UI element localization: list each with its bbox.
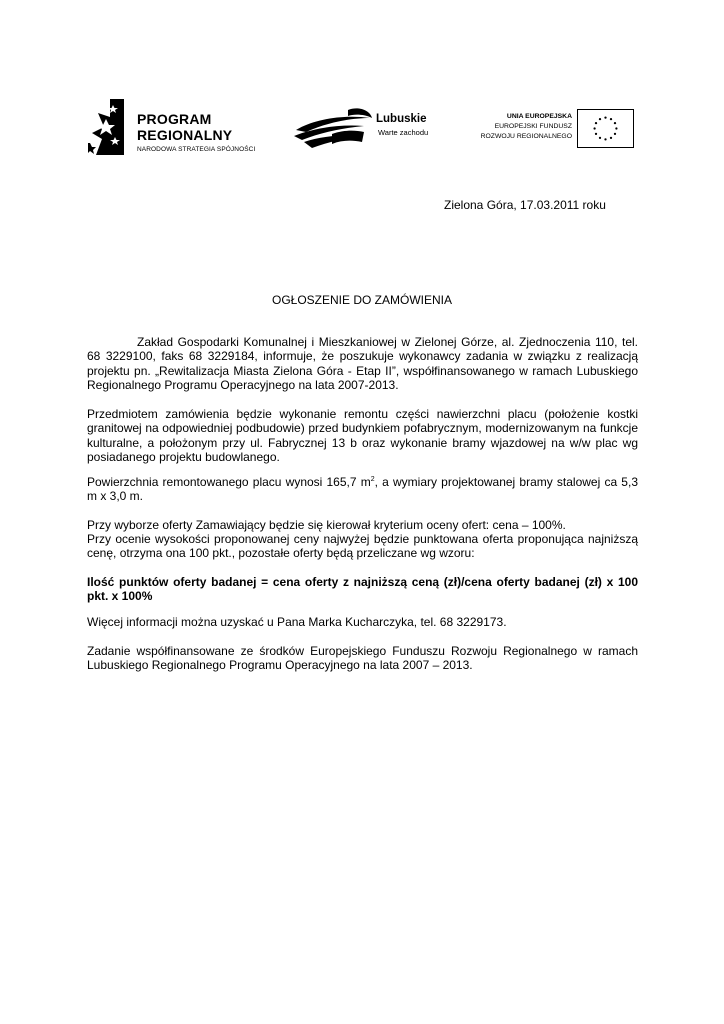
date-line: Zielona Góra, 17.03.2011 roku (444, 198, 606, 212)
eu-logo (464, 106, 634, 150)
lubuskie-tagline: Warte zachodu (378, 128, 429, 137)
logo-bar (88, 96, 634, 158)
paragraph-formula: Ilość punktów oferty badanej = cena oferty z najniższą ceną (zł)/cena oferty badanej (zł) x 100 pkt. x 100% (87, 575, 638, 604)
paragraph-area (87, 475, 638, 504)
area-superscript: 2 (370, 476, 375, 483)
eu-logo-line2: EUROPEJSKI FUNDUSZ (494, 123, 572, 130)
area-text-after: , a wymiary projektowanej bramy stalowej ca 5,3 m x 3,0 m. (87, 475, 638, 504)
area-text-before: Powierzchnia remontowanego placu wynosi 165,7 m (87, 475, 371, 489)
paragraph-intro: Zakład Gospodarki Komunalnej i Mieszkaniowej w Zielonej Górze, al. Zjednoczenia 110, tel. 68 3229100, faks 68 3229184, informuje, że poszukuje wykonawcy zadania w związku z realizacją projektu pn. „Rewitalizacja Miasta Zielona Góra - Etap II”, współfinansowanego w ramach Lubuskiego Regionalnego Programu Operacyjnego na lata 2007-2013. (87, 335, 638, 393)
program-regionalny-emblem-icon (88, 99, 124, 155)
paragraph-funding: Zadanie współfinansowane ze środków Europejskiego Funduszu Rozwoju Regionalnego w ramach Lubuskiego Regionalnego Programu Operacyjnego na lata 2007 – 2013. (87, 644, 638, 673)
lubuskie-emblem-icon (292, 106, 374, 150)
program-regionalny-logo (88, 99, 278, 157)
eu-flag-icon (577, 109, 634, 148)
paragraph-contact: Więcej informacji można uzyskać u Pana Marka Kucharczyka, tel. 68 3229173. (87, 615, 507, 629)
lubuskie-name: Lubuskie (376, 113, 427, 125)
program-logo-subtitle: NARODOWA STRATEGIA SPÓJNOŚCI (137, 146, 256, 153)
eu-logo-line1: UNIA EUROPEJSKA (506, 113, 572, 120)
program-logo-line2: REGIONALNY (137, 127, 233, 143)
document-title: OGŁOSZENIE DO ZAMÓWIENIA (271, 293, 453, 307)
paragraph-scoring: Przy ocenie wysokości proponowanej ceny najwyżej będzie punktowana oferta proponująca najniższą cenę, otrzyma ona 100 pkt., pozostałe oferty będą przeliczane wg wzoru: (87, 532, 638, 561)
paragraph-subject: Przedmiotem zamówienia będzie wykonanie remontu części nawierzchni placu (położenie kostki granitowej na odpowiedniej podbudowie) przed budynkiem pofabrycznym, modernizowanym na funkcje kulturalne, a położonym przy ul. Fabrycznej 13 b oraz wykonanie bramy wjazdowej na w/w plac wg posiadanego projektu budowlanego. (87, 407, 638, 465)
paragraph-criterion: Przy wyborze oferty Zamawiający będzie się kierował kryterium oceny ofert: cena – 100%. (87, 518, 566, 532)
eu-logo-line3: ROZWOJU REGIONALNEGO (480, 133, 572, 140)
lubuskie-logo (292, 106, 452, 152)
program-logo-line1: PROGRAM (137, 111, 212, 127)
